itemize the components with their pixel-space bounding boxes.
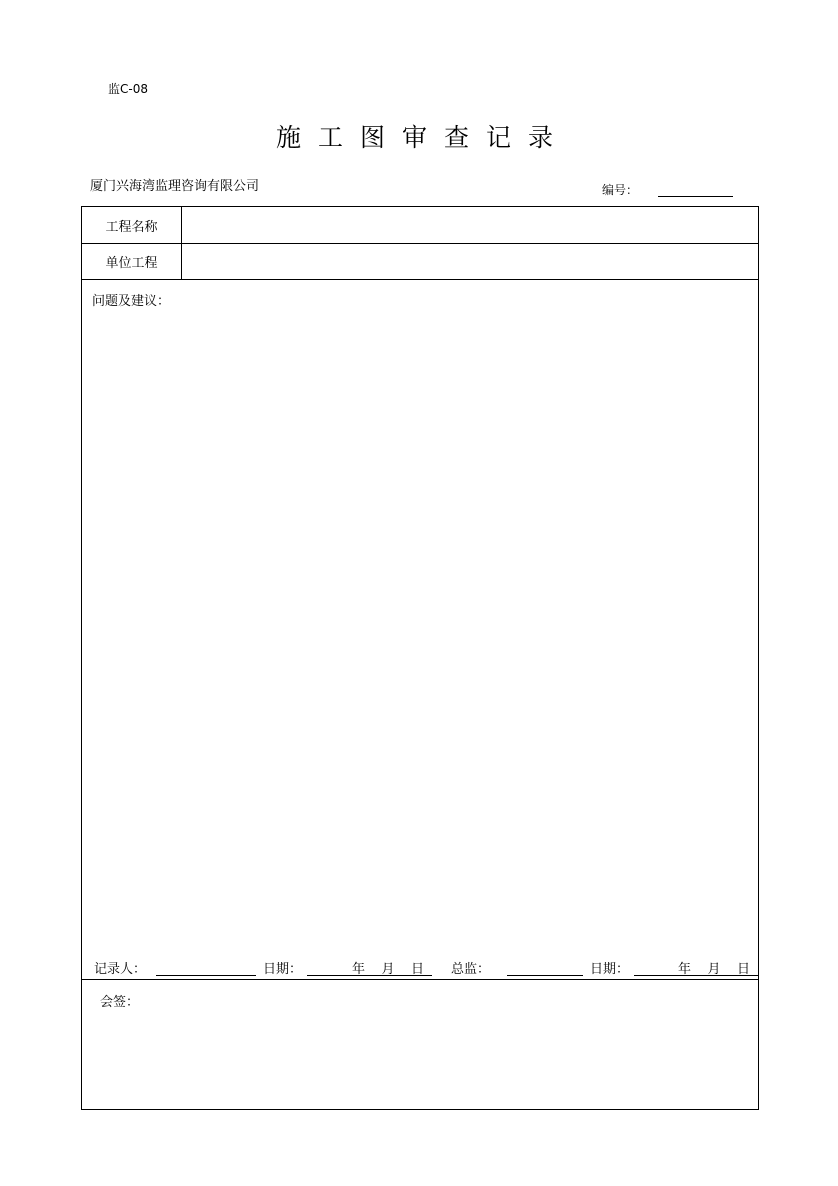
unit-project-label: 单位工程 xyxy=(82,243,182,279)
issues-suggestions-label: 问题及建议： xyxy=(92,294,171,309)
date-label-2: 日期： xyxy=(590,962,630,977)
review-form xyxy=(81,206,759,1110)
chief-supervisor-field[interactable] xyxy=(507,975,583,976)
page-title: 施工图审查记录 xyxy=(275,123,570,152)
serial-number-field[interactable] xyxy=(658,196,733,197)
signature-row xyxy=(82,958,758,980)
project-name-label: 工程名称 xyxy=(82,207,182,243)
form-code: 监C-08 xyxy=(108,82,148,96)
date-text-2: 年 月 日 xyxy=(678,962,751,977)
project-name-field[interactable] xyxy=(182,207,758,243)
recorder-label: 记录人： xyxy=(94,962,147,977)
countersign-area[interactable] xyxy=(82,1012,758,1107)
unit-project-row xyxy=(82,243,758,280)
serial-number-label: 编号： xyxy=(602,183,639,197)
unit-project-field[interactable] xyxy=(182,243,758,279)
date-label-1: 日期： xyxy=(263,962,303,977)
countersign-label: 会签： xyxy=(100,995,140,1010)
date-text-1: 年 月 日 xyxy=(352,962,425,977)
company-name: 厦门兴海湾监理咨询有限公司 xyxy=(90,179,260,194)
chief-supervisor-label: 总监： xyxy=(451,962,491,977)
issues-suggestions-area[interactable] xyxy=(82,307,758,947)
recorder-field[interactable] xyxy=(156,975,256,976)
project-name-row xyxy=(82,207,758,244)
